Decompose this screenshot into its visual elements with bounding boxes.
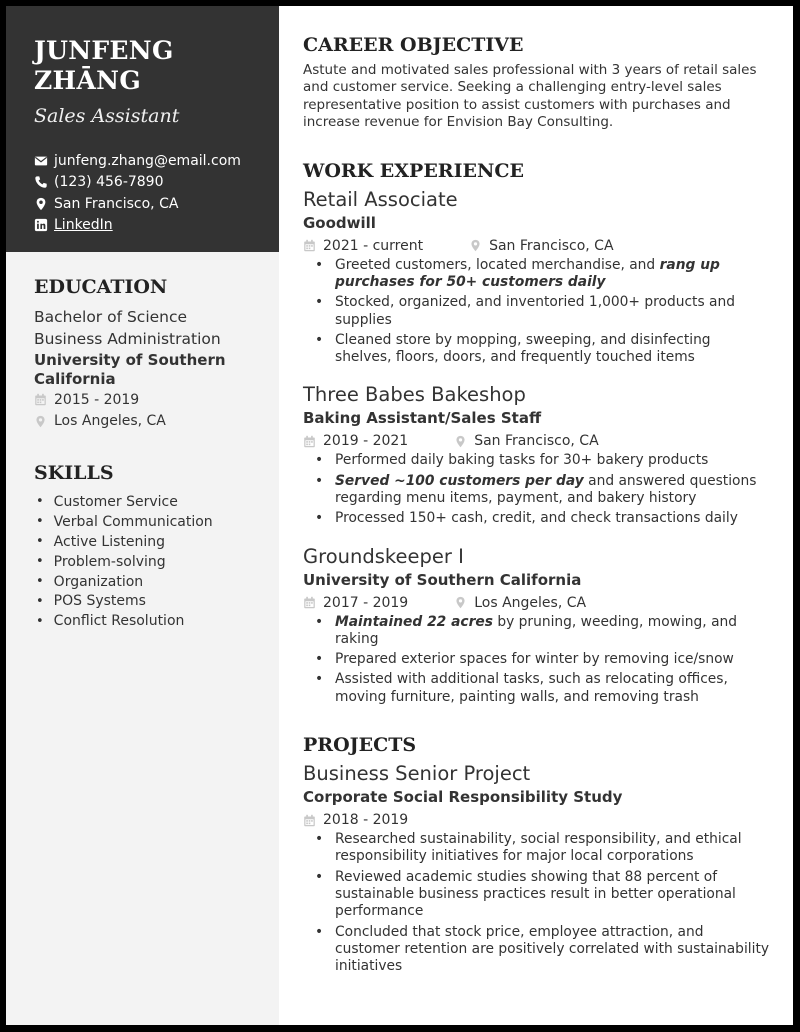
bullet-item: • Reviewed academic studies showing that 88 percent of sustainable business practices result in better operational performance <box>303 869 769 921</box>
entry-location <box>469 238 613 254</box>
projects-section <box>303 734 769 975</box>
bullet-item <box>303 332 769 367</box>
education-location <box>34 411 251 433</box>
bullet-text: Processed 150+ cash, credit, and check transactions daily <box>335 510 738 527</box>
education-section <box>34 276 251 432</box>
bullet-emphasis: rang up purchases for 50+ customers daily <box>335 256 720 290</box>
entry-organization: Corporate Social Responsibility Study <box>303 788 623 807</box>
map-pin-icon <box>454 435 467 448</box>
skills-section <box>34 462 251 631</box>
entry-meta <box>303 810 769 830</box>
entry-meta <box>303 431 769 451</box>
entry-bullets <box>303 831 769 975</box>
calendar-icon <box>34 393 47 406</box>
linkedin-link[interactable]: LinkedIn <box>54 217 113 234</box>
entry-bullets <box>303 452 769 527</box>
skill-item: • Organization <box>34 572 251 592</box>
bullet-text: Performed daily baking tasks for 30+ bakery products <box>335 452 709 469</box>
project-entry <box>303 762 769 975</box>
map-pin-icon <box>34 197 48 211</box>
entry-organization: University of Southern California <box>303 570 582 589</box>
bullet-text: Prepared exterior spaces for winter by removing ice/snow <box>335 651 734 668</box>
skill-item: • Conflict Resolution <box>34 611 251 631</box>
bullet-item: • Concluded that stock price, employee attraction, and customer retention are positively correlated with sustainability initiatives <box>303 924 769 976</box>
education-heading: EDUCATION <box>34 276 168 298</box>
sidebar-header <box>6 6 279 252</box>
objective-section <box>303 34 769 132</box>
email-text: junfeng.zhang@email.com <box>54 152 241 169</box>
phone-icon <box>34 175 48 189</box>
entry-organization: Baking Assistant/Sales Staff <box>303 409 542 428</box>
entry-dates <box>303 812 408 828</box>
education-dates <box>34 389 251 411</box>
contact-linkedin[interactable] <box>34 215 251 237</box>
resume-page <box>6 6 793 1025</box>
bullet-item: • Researched sustainability, social responsibility, and ethical responsibility initiatives for major local corporations <box>303 831 769 866</box>
sidebar-body <box>6 252 279 631</box>
education-location-text: Los Angeles, CA <box>54 413 166 430</box>
bullet-item <box>303 294 769 329</box>
calendar-icon <box>303 814 316 827</box>
experience-section <box>303 160 769 706</box>
entry-dates <box>303 238 423 254</box>
candidate-name <box>34 36 251 96</box>
map-pin-icon <box>454 596 467 609</box>
bullet-item <box>303 671 769 706</box>
bullet-item <box>303 510 769 527</box>
entry-dates <box>303 433 408 449</box>
entry-bullets <box>303 257 769 367</box>
entry-location-text: San Francisco, CA <box>474 433 599 450</box>
phone-text: (123) 456-7890 <box>54 174 164 191</box>
skill-item: • Customer Service <box>34 492 251 512</box>
bullet-text: Assisted with additional tasks, such as relocating offices, moving furniture, painting walls, and removing trash <box>335 671 728 705</box>
entry-meta <box>303 593 769 613</box>
entry-dates-text: 2019 - 2021 <box>323 433 409 450</box>
entry-title: Three Babes Bakeshop <box>303 383 526 407</box>
job-entry <box>303 545 769 706</box>
entry-dates-text: 2017 - 2019 <box>323 594 409 611</box>
linkedin-icon <box>34 218 48 232</box>
entry-location <box>454 595 586 611</box>
entry-location-text: San Francisco, CA <box>489 237 614 254</box>
degree-line-2: Business Administration <box>34 330 221 348</box>
main-content <box>279 6 793 1025</box>
calendar-icon <box>303 239 316 252</box>
skills-list <box>34 492 251 631</box>
bullet-text: Cleaned store by mopping, sweeping, and disinfecting shelves, floors, doors, and frequently touched items <box>335 331 711 366</box>
project-list <box>303 762 769 975</box>
skill-item: • Active Listening <box>34 532 251 552</box>
calendar-icon <box>303 435 316 448</box>
name-line-2: ZHĀNG <box>34 66 141 95</box>
entry-title: Groundskeeper I <box>303 544 464 568</box>
entry-dates-text: 2018 - 2019 <box>323 812 409 829</box>
skill-item: • Verbal Communication <box>34 512 251 532</box>
contact-list <box>34 150 251 236</box>
entry-bullets <box>303 614 769 706</box>
entry-organization: Goodwill <box>303 213 376 232</box>
entry-dates-text: 2021 - current <box>323 237 424 254</box>
contact-email[interactable] <box>34 150 251 172</box>
skill-item: • POS Systems <box>34 591 251 611</box>
objective-text: Astute and motivated sales professional with 3 years of retail sales and customer service. Seeking a challenging entry-level sales representative position to assist customers with purchases and increase revenue for Envision Bay Consulting. <box>303 62 757 131</box>
envelope-icon <box>34 154 48 168</box>
degree-line-1: Bachelor of Science <box>34 308 188 326</box>
bullet-item <box>303 473 769 508</box>
entry-location-text: Los Angeles, CA <box>474 594 587 611</box>
education-dates-text: 2015 - 2019 <box>54 391 140 408</box>
entry-location <box>454 433 598 449</box>
bullet-item <box>303 614 769 649</box>
entry-title: Business Senior Project <box>303 762 531 786</box>
name-line-1: JUNFENG <box>34 36 174 65</box>
map-pin-icon <box>34 415 47 428</box>
job-title: Sales Assistant <box>34 105 180 127</box>
job-entry <box>303 188 769 367</box>
bullet-text: Greeted customers, located merchandise, and <box>335 256 660 273</box>
entry-dates <box>303 595 408 611</box>
bullet-emphasis: Served ~100 customers per day <box>335 472 584 489</box>
bullet-item <box>303 452 769 469</box>
entry-meta <box>303 236 769 256</box>
calendar-icon <box>303 596 316 609</box>
contact-phone[interactable] <box>34 172 251 194</box>
contact-location <box>34 193 251 215</box>
education-school: University of Southern California <box>34 351 226 388</box>
bullet-text: Stocked, organized, and inventoried 1,000+ products and supplies <box>335 294 735 328</box>
bullet-item <box>303 257 769 292</box>
bullet-emphasis: Maintained 22 acres <box>335 613 493 630</box>
entry-title: Retail Associate <box>303 187 458 211</box>
bullet-text: and answered questions regarding menu items, payment, and bakery history <box>335 472 757 506</box>
sidebar <box>6 6 279 1025</box>
bullet-text: by pruning, weeding, mowing, and raking <box>335 613 738 647</box>
job-entry <box>303 383 769 527</box>
projects-heading: PROJECTS <box>303 734 417 757</box>
experience-heading: WORK EXPERIENCE <box>303 159 524 182</box>
map-pin-icon <box>469 239 482 252</box>
location-text: San Francisco, CA <box>54 195 179 212</box>
job-list <box>303 188 769 706</box>
skill-item: • Problem-solving <box>34 552 251 572</box>
bullet-item <box>303 651 769 668</box>
objective-heading: CAREER OBJECTIVE <box>303 34 524 56</box>
skills-heading: SKILLS <box>34 462 114 484</box>
